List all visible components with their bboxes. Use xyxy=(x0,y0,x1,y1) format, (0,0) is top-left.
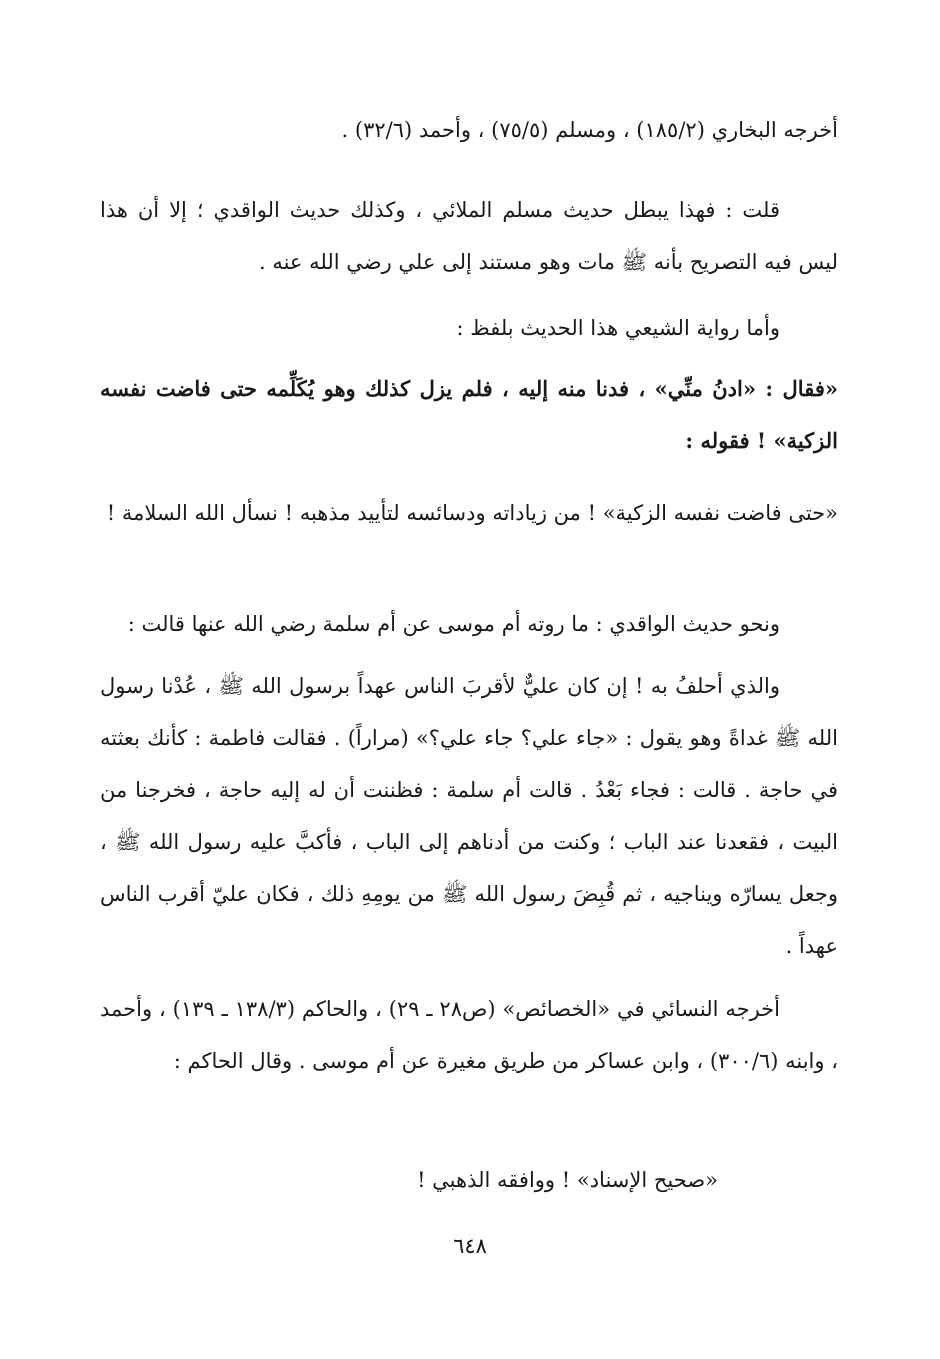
paragraph-citation-bukhari: أخرجه البخاري (١٨٥/٢) ، ومسلم (٧٥/٥) ، وأحمد (٣٢/٦) . xyxy=(341,118,838,142)
paragraph-hakim-verdict xyxy=(100,1154,838,1206)
paragraph-refutation: «حتى فاضت نفسه الزكية» ! من زياداته ودسائسه لتأييد مذهبه ! نسأل الله السلامة ! xyxy=(106,501,838,525)
paragraph-citation-nasai: أخرجه النسائي في «الخصائص» (ص٢٨ ـ ٢٩) ، والحاكم (١٣٨/٣ ـ ١٣٩) ، وأحمد ، وابنه (٣٠٠/٦) ، وابن عساكر من طريق مغيرة عن أم موسى . وقال الحاكم : xyxy=(100,997,838,1073)
paragraph-umm-musa-intro: ونحو حديث الواقدي : ما روته أم موسى عن أم سلمة رضي الله عنها قالت : xyxy=(127,612,780,636)
paragraph-quoted-narration: «فقال : «ادنُ منِّي» ، فدنا منه إليه ، فلم يزل كذلك وهو يُكَلِّمه حتى فاضت نفسه الزكية» ! فقوله : xyxy=(100,376,838,453)
hakim-verdict-text: «صحيح الإسناد» ! ووافقه الذهبي ! xyxy=(417,1168,718,1192)
page-number: ٦٤٨ xyxy=(453,1234,487,1258)
paragraph-hadith-text: والذي أحلفُ به ! إن كان عليٌّ لأقربَ الناس عهداً برسول الله ﷺ ، عُدْنا رسول الله ﷺ غداةً وهو يقول : «جاء علي؟ جاء علي؟» (مراراً) . فقالت فاطمة : كأنك بعثته في حاجة . قالت : فجاء بَعْدُ . قالت أم سلمة : فظننت أن له إليه حاجة ، فخرجنا من البيت ، فقعدنا عند الباب ؛ وكنت من أدناهم إلى الباب ، فأكبَّ عليه رسول الله ﷺ ، وجعل يسارّه ويناجيه ، ثم قُبِضَ رسول الله ﷺ من يومِهِ ذلك ، فكان عليّ أقرب الناس عهداً . xyxy=(100,674,838,958)
paragraph-shii-narration-intro: وأما رواية الشيعي هذا الحديث بلفظ : xyxy=(456,316,780,340)
paragraph-commentary: قلت : فهذا يبطل حديث مسلم الملائي ، وكذلك حديث الواقدي ؛ إلا أن هذا ليس فيه التصريح بأنه ﷺ مات وهو مستند إلى علي رضي الله عنه . xyxy=(100,198,838,274)
